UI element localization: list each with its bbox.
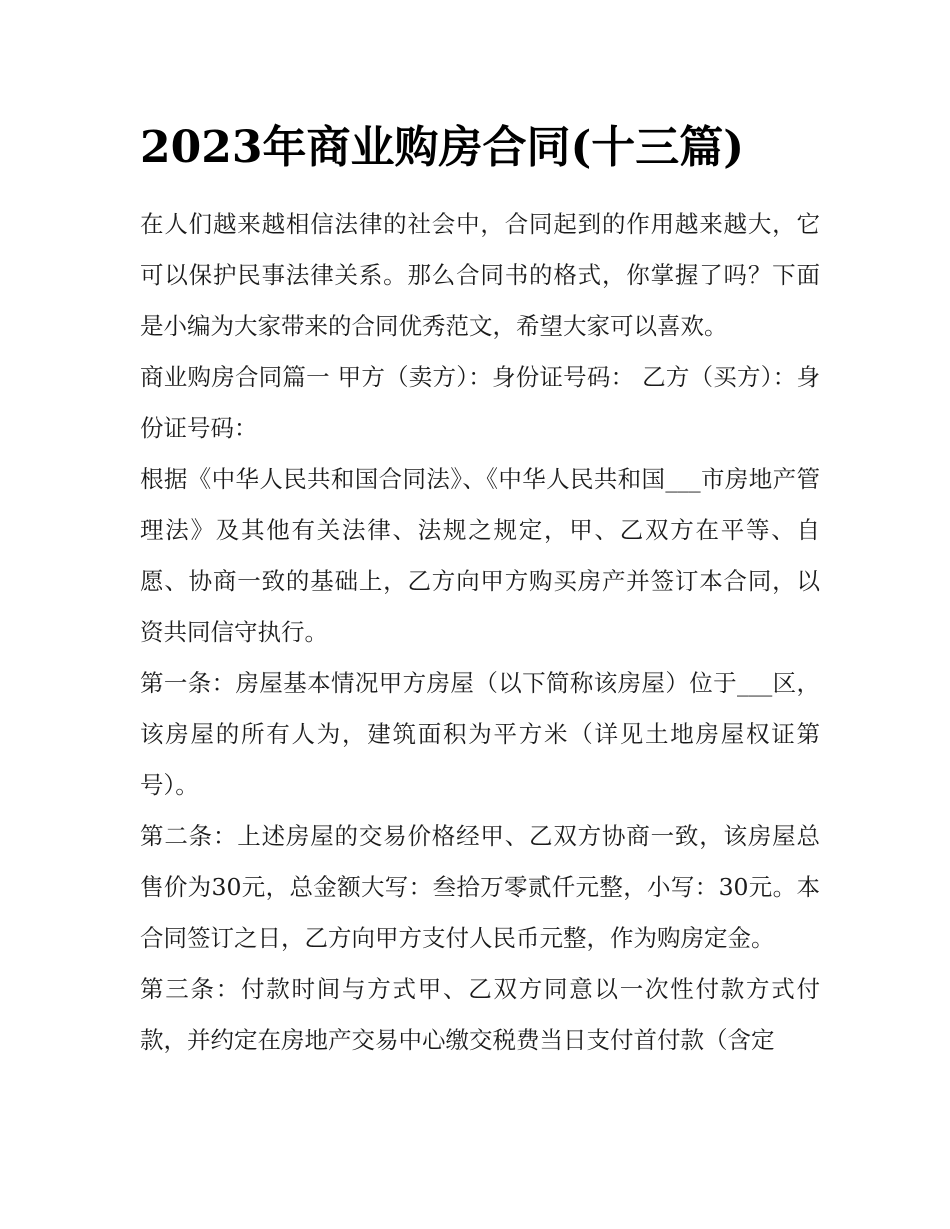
document-title: 2023年商业购房合同(十三篇) bbox=[140, 122, 745, 173]
paragraph-article-3: 第三条：付款时间与方式甲、乙双方同意以一次性付款方式付款，并约定在房地产交易中心缴交税费当日支付首付款（含定 bbox=[140, 975, 820, 1054]
paragraph-intro: 在人们越来越相信法律的社会中，合同起到的作用越来越大，它可以保护民事法律关系。那么合同书的格式，你掌握了吗？下面是小编为大家带来的合同优秀范文，希望大家可以喜欢。 bbox=[140, 210, 820, 340]
paragraph-parties: 商业购房合同篇一 甲方（卖方）：身份证号码： 乙方（买方）：身份证号码： bbox=[140, 363, 820, 442]
paragraph-article-2: 第二条：上述房屋的交易价格经甲、乙双方协商一致，该房屋总售价为30元，总金额大写：叁拾万零贰仟元整，小写：30元。本合同签订之日，乙方向甲方支付人民币元整，作为购房定金。 bbox=[140, 822, 820, 952]
paragraph-article-1: 第一条：房屋基本情况甲方房屋（以下简称该房屋）位于___区，该房屋的所有人为，建筑面积为平方米（详见土地房屋权证第号）。 bbox=[140, 669, 820, 799]
document-body bbox=[140, 199, 820, 1066]
paragraph-legal-basis: 根据《中华人民共和国合同法》、《中华人民共和国___市房地产管理法》及其他有关法律、法规之规定，甲、乙双方在平等、自愿、协商一致的基础上，乙方向甲方购买房产并签订本合同，以资共同信守执行。 bbox=[140, 465, 820, 646]
